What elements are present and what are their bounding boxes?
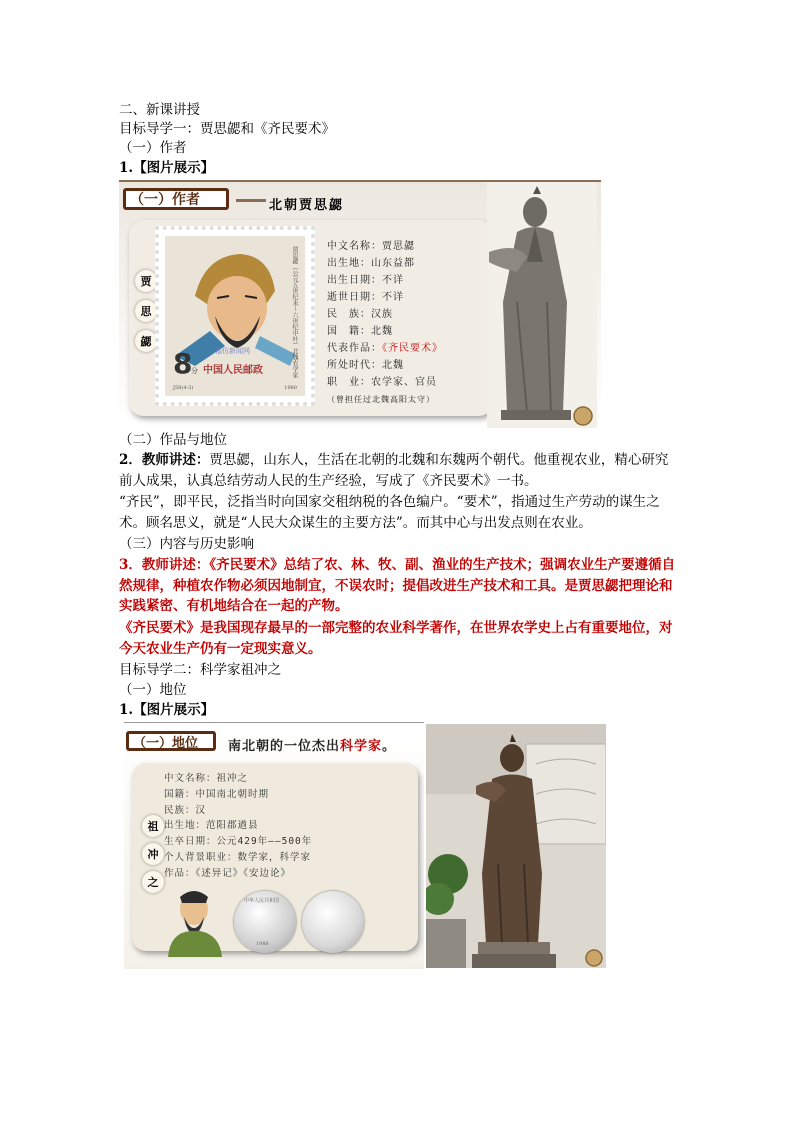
stamp-country: 中国人民邮政 <box>203 365 263 376</box>
goal2-title: 目标导学二：科学家祖冲之 <box>119 662 281 678</box>
stamp-value: 8 <box>173 347 193 380</box>
coin-year: 1988 <box>256 941 269 947</box>
para-influence: 《齐民要术》是我国现存最早的一部完整的农业科学著作，在世界农学史上占有重要地位，对今天农业生产仍有一定现实意义。 <box>119 620 673 657</box>
info-deathdate: 逝世日期：不详 <box>327 292 404 303</box>
zu-info-occupation: 个人背景职业：数学家，科学家 <box>164 851 312 863</box>
para-teacher-3: 3．教师讲述：《齐民要术》总结了农、林、牧、副、渔业的生产技术；强调农业生产要遵循自然规律，种植农作物必须因地制宜，不误农时；提倡改进生产技术和工具。是贾思勰把理论和实践紧密、有机地结合在一起的产物。 <box>119 557 676 614</box>
info-works: 代表作品：《齐民要术》 <box>327 343 443 354</box>
zu-info-name: 中文名称：祖冲之 <box>164 773 249 784</box>
slide1-tab: （一）作者 <box>123 188 229 210</box>
info-nationality: 国 籍：北魏 <box>327 326 393 337</box>
author-info <box>327 238 443 408</box>
sub-content: （三）内容与历史影响 <box>119 536 254 552</box>
zu-info-nationality: 国籍：中国南北朝时期 <box>164 788 270 800</box>
slide1-heading: 北朝贾思勰 <box>269 198 345 213</box>
info-ethnicity: 民 族：汉族 <box>327 309 393 320</box>
para-qimin-meaning: “齐民”，即平民，泛指当时向国家交租纳税的各色编户。“要术”，指通过生产劳动的谋生之术。顾名思义，就是“人民大众谋生的主要方法”。而其中心与出发点则在农业。 <box>119 494 660 531</box>
sub-works: （二）作品与地位 <box>119 432 227 448</box>
statue-image <box>487 182 597 428</box>
sub-status: （一）地位 <box>119 682 187 698</box>
slide2-heading: 南北朝的一位杰出科学家。 <box>228 739 397 754</box>
zu-portrait <box>160 887 230 957</box>
zu-info <box>164 771 312 882</box>
stamp-caption: 贾思勰（公元五世纪末～六世纪中叶）北魏农学家 <box>291 246 298 378</box>
zu-info-birthplace: 出生地：范阳郡遒县 <box>164 820 259 832</box>
zu-statue-photo <box>426 724 606 968</box>
para-teacher-2: 2．教师讲述：贾思勰，山东人，生活在北朝的北魏和东魏两个朝代。他重视农业，精心研究前人成果，认真总结劳动人民的生产经验，写成了《齐民要术》一书。 <box>119 452 669 489</box>
picture-show-1: 1.【图片展示】 <box>119 160 215 176</box>
stamp-code: J58(4-3) <box>173 385 194 391</box>
section-heading: 二、新课讲授 <box>119 102 200 118</box>
name2-char-1: 祖 <box>142 815 164 837</box>
slide-author <box>119 180 601 428</box>
info-birthplace: 出生地：山东益都 <box>327 258 415 269</box>
coin-text: 中华人民共和国 <box>244 898 280 904</box>
name2-char-2: 冲 <box>142 843 164 865</box>
name-char-2: 思 <box>135 300 157 322</box>
info-era: 所处时代：北魏 <box>327 360 404 371</box>
slide-zuchongzhi <box>124 722 424 969</box>
stamp-year: 1980 <box>284 385 297 391</box>
zu-info-works: 作品：《述异记》《安边论》 <box>164 867 292 879</box>
info-note: （曾担任过北魏高阳太守） <box>327 395 435 404</box>
sub-author: （一）作者 <box>119 140 187 156</box>
stamp-unit: 分 <box>191 367 198 375</box>
name2-char-3: 之 <box>142 871 164 893</box>
stamp-watermark: 福仿新闻网 <box>215 347 250 355</box>
info-birthdate: 出生日期：不详 <box>327 275 404 286</box>
slide2-tab: （一）地位 <box>126 731 216 751</box>
zu-info-dates: 生卒日期：公元429年——500年 <box>164 836 313 848</box>
goal1-title: 目标导学一：贾思勰和《齐民要术》 <box>119 121 335 137</box>
info-occupation: 职 业：农学家、官员 <box>327 377 437 388</box>
name-char-3: 勰 <box>135 330 157 352</box>
info-name: 中文名称：贾思勰 <box>327 241 415 252</box>
name-char-1: 贾 <box>135 270 157 292</box>
commemorative-coin-back <box>302 891 364 953</box>
zu-info-ethnicity: 民族：汉 <box>164 804 207 816</box>
commemorative-coin-front <box>234 891 296 953</box>
picture-show-2: 1.【图片展示】 <box>119 702 215 718</box>
portrait-stamp <box>155 226 315 406</box>
